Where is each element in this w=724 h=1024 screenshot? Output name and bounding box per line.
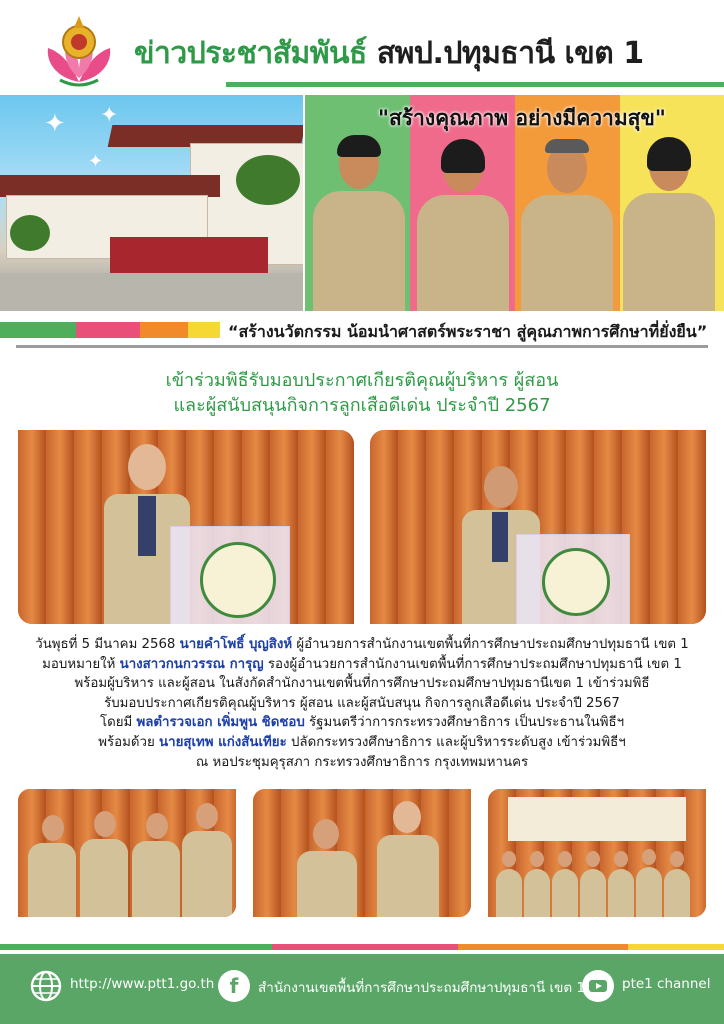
body-text: พร้อมด้วย	[98, 734, 160, 750]
body-text: รัฐมนตรีว่าการกระทรวงศึกษาธิการ เป็นประธานในพิธีฯ	[304, 715, 625, 731]
executive-portrait	[309, 117, 409, 307]
news-headline	[0, 368, 724, 418]
person-name: พลตำรวจเอก เพิ่มพูน ชิดชอบ	[136, 715, 305, 731]
youtube-icon[interactable]	[582, 970, 614, 1002]
award-handover-photo	[253, 789, 471, 917]
divider	[16, 345, 708, 348]
group-photo-certificates	[18, 789, 236, 917]
body-text: ผู้อำนวยการสำนักงานเขตพื้นที่การศึกษาประถมศึกษาปทุมธานี เขต 1	[292, 637, 689, 652]
header-underline	[226, 82, 724, 87]
page-title	[134, 30, 644, 77]
executive-portrait	[517, 121, 617, 311]
youtube-channel-link[interactable]: pte1 channel	[622, 976, 711, 992]
headline-line1: เข้าร่วมพิธีรับมอบประกาศเกียรติคุณผู้บริหาร ผู้สอน	[165, 370, 559, 391]
ceremony-photo-speaker-left	[18, 430, 354, 624]
executive-portrait	[619, 119, 719, 309]
office-building-photo: ✦ ✦ ✦	[0, 95, 303, 311]
footer-color-line	[0, 944, 724, 950]
news-body	[0, 635, 724, 772]
person-name: นางสาวกนกวรรณ การุญ	[119, 656, 264, 672]
obec-emblem-icon	[40, 12, 118, 90]
body-text: รับมอบประกาศเกียรติคุณผู้บริหาร ผู้สอน และผู้สนับสนุน กิจการลูกเสือดีเด่น ประจำปี 2567	[104, 695, 620, 711]
body-text: โดยมี	[99, 715, 137, 731]
strip-orange	[140, 322, 188, 338]
group-photo-stage	[488, 789, 706, 917]
body-text: วันพุธที่ 5 มีนาคม 2568	[35, 637, 180, 652]
strip-yellow	[188, 322, 220, 338]
person-name: นายสุเทพ แก่งสันเทียะ	[159, 734, 287, 750]
body-text: มอบหมายให้	[42, 656, 120, 672]
ceremony-photo-speaker-right	[370, 430, 706, 624]
footer-bar	[0, 954, 724, 1024]
vision-quote: “สร้างนวัตกรรม น้อมนำศาสตร์พระราชา สู่คุณภาพการศึกษาที่ยั่งยืน”	[228, 322, 708, 341]
strip-pink	[76, 322, 140, 338]
headline-line2: และผู้สนับสนุนกิจการลูกเสือดีเด่น ประจำปี 2567	[173, 395, 551, 416]
executive-portrait	[413, 121, 513, 311]
banner-slogan: "สร้างคุณภาพ อย่างมีความสุข"	[378, 106, 666, 130]
body-text: ณ หอประชุมคุรุสภา กระทรวงศึกษาธิการ กรุงเทพมหานคร	[195, 754, 529, 770]
strip-green	[0, 322, 76, 338]
facebook-page-link[interactable]: สำนักงานเขตพื้นที่การศึกษาประถมศึกษาปทุมธานี เขต 1	[258, 980, 586, 996]
website-link[interactable]: http://www.ptt1.go.th	[70, 976, 215, 992]
title-office: สพป.ปทุมธานี เขต 1	[376, 36, 644, 71]
body-text: พร้อมผู้บริหาร และผู้สอน ในสังกัดสำนักงานเขตพื้นที่การศึกษาประถมศึกษาปทุมธานีเขต 1 เข้าร่วมพิธี	[74, 676, 650, 692]
globe-icon	[30, 970, 62, 1002]
person-name: นายคำโพธิ์ บุญสิงห์	[179, 637, 293, 652]
facebook-icon[interactable]: f	[218, 970, 250, 1002]
title-green: ข่าวประชาสัมพันธ์	[134, 36, 367, 71]
body-text: รองผู้อำนวยการสำนักงานเขตพื้นที่การศึกษาประถมศึกษาปทุมธานี เขต 1	[263, 656, 682, 672]
body-text: ปลัดกระทรวงศึกษาธิการ และผู้บริหารระดับสูง เข้าร่วมพิธีฯ	[286, 734, 626, 750]
